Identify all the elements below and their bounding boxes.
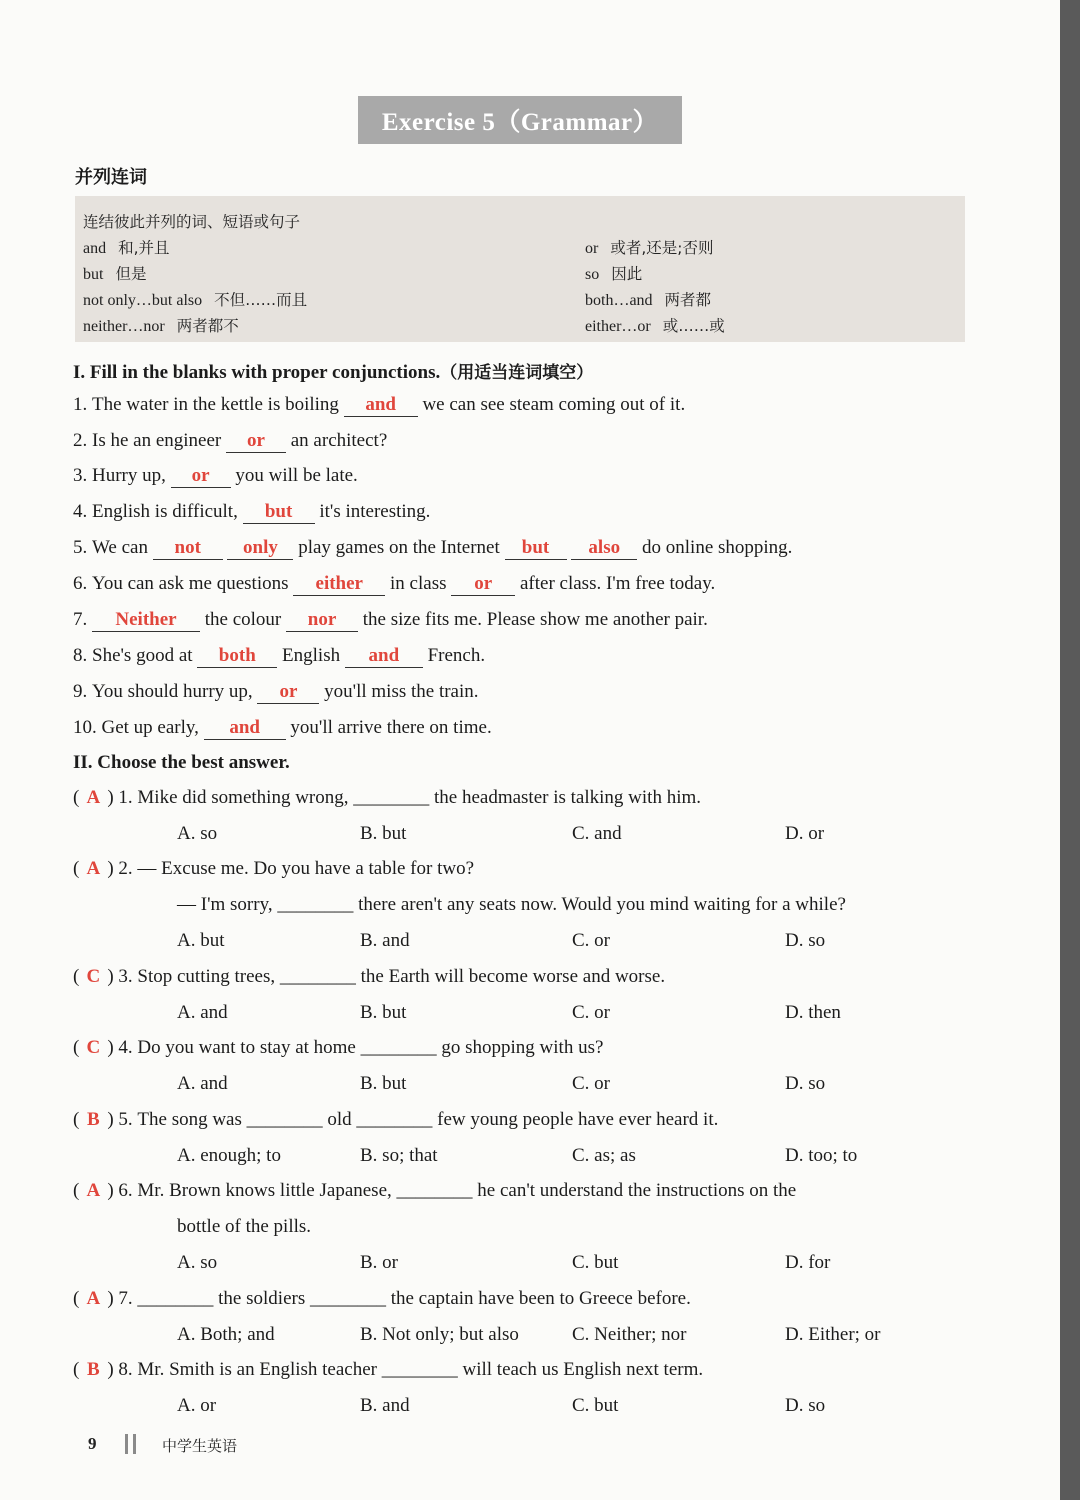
choice-answer: A xyxy=(86,1180,101,1201)
answer-blank: but xyxy=(505,537,567,560)
option-b: B. and xyxy=(360,1395,410,1416)
fill-item-10: 10. Get up early, and you'll arrive there on time. xyxy=(73,717,492,738)
choice-question-6: ( A ) 6. Mr. Brown knows little Japanese, ________ he can't understand the instructions on the xyxy=(73,1180,797,1201)
option-b: B. or xyxy=(360,1252,398,1273)
fill-item-8: 8. She's good at both English and French. xyxy=(73,645,486,666)
option-c: C. but xyxy=(572,1395,619,1416)
option-b: B. and xyxy=(360,930,410,951)
option-b: B. so; that xyxy=(360,1145,438,1166)
option-c: C. or xyxy=(572,1073,610,1094)
answer-blank: and xyxy=(344,394,418,417)
answer-blank: both xyxy=(197,645,277,668)
answer-blank: or xyxy=(257,681,319,704)
choice-answer: A xyxy=(86,787,101,808)
option-b: B. but xyxy=(360,823,407,844)
info-right-3: both…and 两者都 xyxy=(585,291,712,309)
grammar-info-box xyxy=(75,196,965,342)
option-d: D. or xyxy=(785,823,825,844)
answer-blank: nor xyxy=(286,609,358,632)
fill-item-9: 9. You should hurry up, or you'll miss the train. xyxy=(73,681,479,702)
option-a: A. and xyxy=(177,1073,228,1094)
answer-blank: also xyxy=(571,537,637,560)
part2-heading: II. Choose the best answer. xyxy=(73,752,290,773)
info-left-3: not only…but also 不但……而且 xyxy=(83,291,308,309)
info-right-2: so 因此 xyxy=(585,265,643,283)
option-b: B. Not only; but also xyxy=(360,1324,519,1345)
answer-blank: and xyxy=(345,645,423,668)
choice-question-4: ( C ) 4. Do you want to stay at home ________ go shopping with us? xyxy=(73,1037,604,1058)
choice-question-6-line2: bottle of the pills. xyxy=(177,1216,312,1237)
option-a: A. Both; and xyxy=(177,1324,275,1345)
choice-answer: B xyxy=(86,1359,100,1380)
info-right-1: or 或者,还是;否则 xyxy=(585,239,714,257)
option-d: D. so xyxy=(785,1073,826,1094)
option-a: A. and xyxy=(177,1002,228,1023)
info-right-4: either…or 或……或 xyxy=(585,317,725,335)
book-title: 中学生英语 xyxy=(162,1437,238,1455)
answer-blank: not xyxy=(153,537,223,560)
choice-answer: B xyxy=(86,1109,100,1130)
answer-blank: or xyxy=(451,573,515,596)
option-d: D. then xyxy=(785,1002,841,1023)
fill-item-5: 5. We can not only play games on the Internet but also do online shopping. xyxy=(73,537,793,558)
choice-question-7: ( A ) 7. ________ the soldiers ________ the captain have been to Greece before. xyxy=(73,1288,691,1309)
option-a: A. but xyxy=(177,930,225,951)
choice-question-2: ( A ) 2. — Excuse me. Do you have a table for two? xyxy=(73,858,475,879)
fill-item-3: 3. Hurry up, or you will be late. xyxy=(73,465,358,486)
choice-answer: C xyxy=(86,966,101,987)
option-a: A. so xyxy=(177,1252,218,1273)
choice-question-2-line2: — I'm sorry, ________ there aren't any seats now. Would you mind waiting for a while? xyxy=(177,894,846,915)
option-c: C. and xyxy=(572,823,622,844)
option-d: D. too; to xyxy=(785,1145,858,1166)
option-b: B. but xyxy=(360,1002,407,1023)
option-a: A. or xyxy=(177,1395,217,1416)
fill-item-2: 2. Is he an engineer or an architect? xyxy=(73,430,388,451)
option-d: D. Either; or xyxy=(785,1324,881,1345)
option-c: C. Neither; nor xyxy=(572,1324,687,1345)
fill-item-7: 7. Neither the colour nor the size fits me. Please show me another pair. xyxy=(73,609,708,630)
info-left-2: but 但是 xyxy=(83,265,147,283)
option-d: D. so xyxy=(785,1395,826,1416)
answer-blank: Neither xyxy=(92,609,200,632)
answer-blank: either xyxy=(293,573,385,596)
section-heading: 并列连词 xyxy=(75,167,147,188)
option-c: C. or xyxy=(572,930,610,951)
fill-item-4: 4. English is difficult, but it's interesting. xyxy=(73,501,431,522)
part1-heading: I. Fill in the blanks with proper conjunctions.（用适当连词填空） xyxy=(73,362,594,383)
fill-item-6: 6. You can ask me questions either in class or after class. I'm free today. xyxy=(73,573,716,594)
page-number: 9 xyxy=(88,1434,97,1453)
answer-blank: or xyxy=(226,430,286,453)
info-left-1: and 和,并且 xyxy=(83,239,170,257)
fill-item-1: 1. The water in the kettle is boiling and we can see steam coming out of it. xyxy=(73,394,686,415)
choice-question-1: ( A ) 1. Mike did something wrong, ________ the headmaster is talking with him. xyxy=(73,787,702,808)
option-b: B. but xyxy=(360,1073,407,1094)
option-a: A. enough; to xyxy=(177,1145,281,1166)
answer-blank: or xyxy=(171,465,231,488)
option-d: D. for xyxy=(785,1252,831,1273)
answer-blank: only xyxy=(227,537,293,560)
choice-question-3: ( C ) 3. Stop cutting trees, ________ the Earth will become worse and worse. xyxy=(73,966,666,987)
info-left-4: neither…nor 两者都不 xyxy=(83,317,239,335)
info-intro: 连结彼此并列的词、短语或句子 xyxy=(83,213,301,231)
choice-answer: A xyxy=(86,1288,101,1309)
title-banner xyxy=(358,96,682,144)
footer-divider xyxy=(122,1434,144,1454)
answer-blank: but xyxy=(243,501,315,524)
option-a: A. so xyxy=(177,823,218,844)
exercise-title: Exercise 5（Grammar） xyxy=(381,109,659,136)
option-d: D. so xyxy=(785,930,826,951)
choice-answer: A xyxy=(86,858,101,879)
option-c: C. but xyxy=(572,1252,619,1273)
option-c: C. or xyxy=(572,1002,610,1023)
choice-answer: C xyxy=(86,1037,101,1058)
answer-blank: and xyxy=(204,717,286,740)
choice-question-8: ( B ) 8. Mr. Smith is an English teacher ________ will teach us English next term. xyxy=(73,1359,704,1380)
option-c: C. as; as xyxy=(572,1145,636,1166)
choice-question-5: ( B ) 5. The song was ________ old ________ few young people have ever heard it. xyxy=(73,1109,719,1130)
